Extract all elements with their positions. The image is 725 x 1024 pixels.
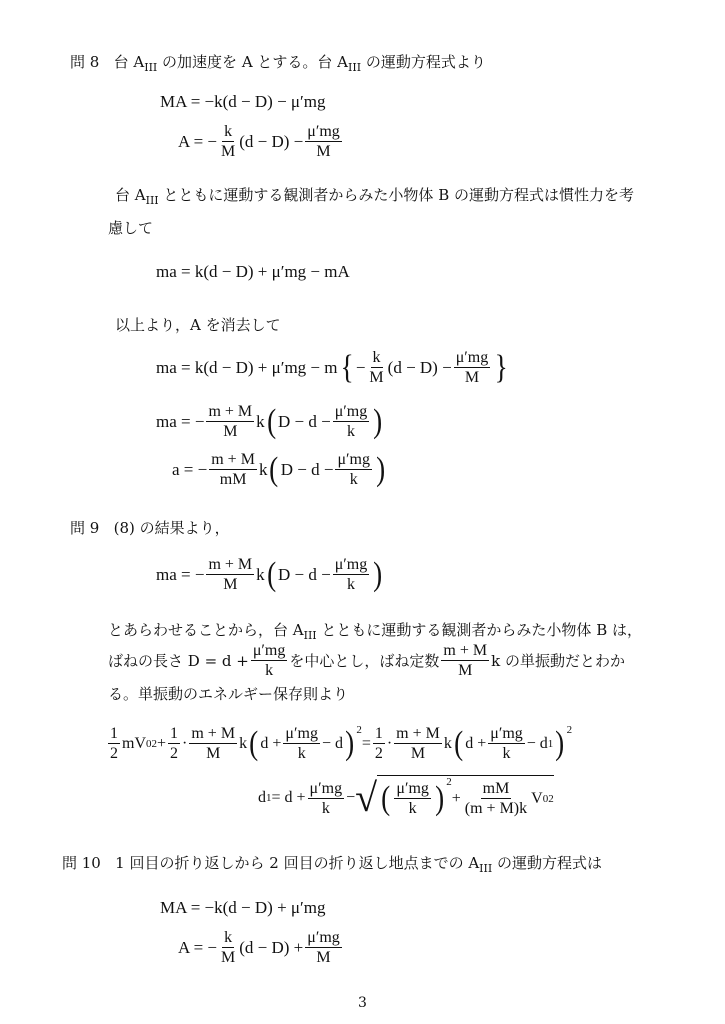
fraction: $\frac{\mu'mg}{M}$: [307, 123, 340, 160]
page-number: 3: [358, 995, 367, 1011]
square-root: √ ( $\frac{\mu'mg}{k}$ ) $^2$ + $\frac{mM}{(m + M)k}$ V 0 2: [355, 775, 554, 820]
q8-intro-rest2: の運動方程式より: [361, 53, 486, 71]
fraction: $\frac{mM}{(m + M)k}$: [464, 780, 528, 817]
fraction: $\frac{m + M}{M}$: [191, 725, 236, 762]
q8-eq5: ma = − $\frac{m + M}{M}$ k ( D − d − $\frac{\mu'mg}{k}$ ): [156, 402, 383, 440]
q8-heading: 問 8: [70, 53, 100, 71]
q10-eq1: [160, 898, 325, 918]
fraction: $\frac{\mu'mg}{k}$: [285, 725, 318, 762]
fraction: $\frac{m + M}{M}$: [208, 556, 253, 593]
q8-para2-line2: 慮して: [108, 219, 154, 237]
fraction: $\frac{\mu'mg}{k}$: [337, 451, 370, 488]
fraction: $\frac{\mu'mg}{k}$: [490, 725, 523, 762]
fraction: $\frac{1}{2}$: [374, 725, 383, 762]
fraction: $\frac{\mu'mg}{k}$: [309, 779, 343, 817]
q10-heading: 問 10: [62, 854, 101, 872]
q9-energy-eq: $\frac{1}{2}$ mV 0 2 + $\frac{1}{2}$ · $\frac{m + M}{M}$ k ( d + $\frac{\mu'mg}{k}$ − d ) $^2$ = $\frac{1}{2}$ · $\frac{m + M}{M}$ k ( d + $\frac{\mu'mg}{k}$ − d 1 ) $^2$: [110, 724, 573, 762]
q8-para2-line1: 台 $A_{III}$ とともに運動する観測者からみた小物体 B の運動方程式は慣性力を考: [115, 186, 634, 207]
fraction: $\frac{k}{M}$: [369, 349, 384, 386]
q8-eq1: [160, 92, 325, 112]
fraction: $\frac{1}{2}$: [170, 725, 179, 762]
q8-eq2: [178, 122, 344, 161]
q8-heading-line: [70, 52, 486, 78]
fraction: $\frac{\mu'mg}{k}$: [252, 642, 286, 679]
q9-para1-line3: る。単振動のエネルギー保存則より: [108, 685, 349, 703]
q9-heading: 問 9: [70, 519, 100, 537]
q8-intro: 台 A: [113, 53, 145, 71]
q9-eq1: ma = − $\frac{m + M}{M}$ k ( D − d − $\frac{\mu'mg}{k}$ ): [156, 555, 383, 593]
q8-eq3: [156, 262, 350, 282]
fraction: $\frac{\mu'mg}{M}$: [307, 929, 340, 966]
fraction: $\frac{1}{2}$: [110, 725, 118, 762]
q8-eq2-mid: (d − D) −: [239, 131, 304, 151]
fraction: $\frac{\mu'mg}{k}$: [334, 556, 368, 593]
q8-eq2-lhs: A = −: [178, 131, 218, 151]
fraction: $\frac{m + M}{M}$: [208, 403, 253, 440]
q10-heading-line: 問 10 1 回目の折り返しから 2 回目の折り返し地点までの $A_{III}$ の運動方程式は: [62, 854, 602, 875]
fraction: $\frac{\mu'mg}{k}$: [396, 780, 429, 817]
q8-eq4: ma = k(d − D) + μ′mg − m { − $\frac{k}{M}$ (d − D) − $\frac{\mu'mg}{M}$ }: [156, 348, 508, 386]
q9-para1-line2: ばねの長さ D = d + $\frac{\mu'mg}{k}$ を中心とし，ばね定数 $\frac{m + M}{M}$ k の単振動だとわか: [108, 642, 625, 679]
q8-para3: 以上より，A を消去して: [115, 316, 281, 334]
q10-eq1-text: MA = −k(d − D) + μ′mg: [160, 898, 326, 917]
fraction: $\frac{\mu'mg}{k}$: [334, 403, 368, 440]
q9-d1-eq: d 1 = d + $\frac{\mu'mg}{k}$ − √ ( $\frac{\mu'mg}{k}$ ) $^2$ + $\frac{mM}{(m + M)k}$ V 0 2: [258, 775, 554, 820]
fraction: $\frac{m + M}{M}$: [396, 725, 440, 762]
q8-eq3-text: ma = k(d − D) + μ′mg − mA: [156, 262, 350, 281]
fraction: $\frac{k}{M}$: [221, 929, 236, 966]
fraction: $\frac{m + M}{mM}$: [211, 451, 255, 488]
q8-intro-sub: III: [144, 61, 158, 74]
q9-intro: (8) の結果より，: [113, 519, 230, 537]
fraction: $\frac{m + M}{M}$: [443, 642, 488, 679]
q9-para1-line1: とあらわせることから，台 $A_{III}$ とともに運動する観測者からみた小物体 B は，: [108, 621, 642, 642]
q9-heading-line: [70, 518, 230, 538]
q8-intro-sub2: III: [348, 61, 362, 74]
q8-eq1-text: MA = −k(d − D) − μ′mg: [160, 92, 326, 111]
fraction: $\frac{\mu'mg}{M}$: [455, 349, 489, 386]
fraction: $\frac{k}{M}$: [221, 123, 236, 160]
q8-intro-rest: の加速度を A とする。台 A: [157, 53, 349, 71]
q10-eq2: A = − $\frac{k}{M}$ (d − D) + $\frac{\mu'mg}{M}$: [178, 929, 340, 966]
q8-eq6: a = − $\frac{m + M}{mM}$ k ( D − d − $\frac{\mu'mg}{k}$ ): [172, 450, 386, 488]
